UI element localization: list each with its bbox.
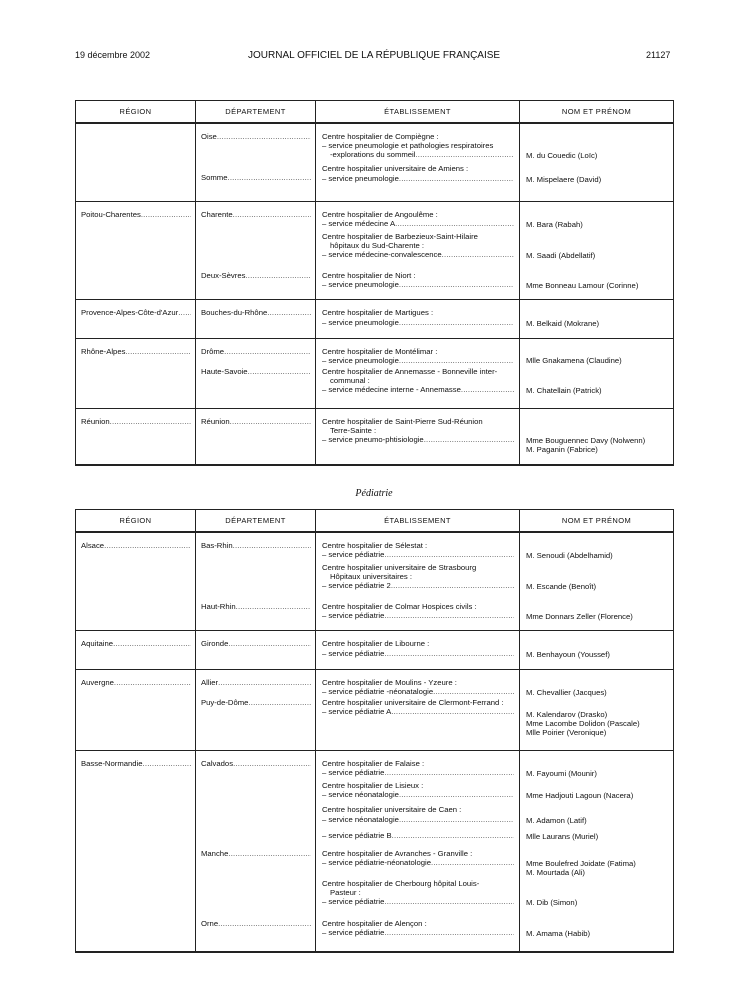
region-cell <box>76 339 196 409</box>
nom-prenom: Mme Bouguennec Davy (Nolwenn) <box>526 436 646 445</box>
etablissement-line: – service pédiatrie A ..... <box>322 707 514 716</box>
nom-prenom: M. Fayoumi (Mounir) <box>526 769 597 778</box>
region-name: Réunion ..... <box>81 417 191 426</box>
region-name: Auvergne ..... <box>81 678 191 687</box>
etablissement-cell <box>316 751 520 953</box>
nom-prenom: M. Escande (Benoît) <box>526 582 597 591</box>
nom-prenom: M. Paganin (Fabrice) <box>526 445 598 454</box>
nom-prenom: Mme Boulefred Joidate (Fatima) <box>526 859 636 868</box>
header-page-number: 21127 <box>646 50 671 60</box>
nom-prenom: Mme Lacombe Dolidon (Pascale) <box>526 719 640 728</box>
table-row <box>76 202 674 300</box>
etablissement-line: Centre hospitalier de Saint-Pierre Sud-Réunion <box>322 417 483 426</box>
nom-cell <box>520 751 674 953</box>
etablissement-cell <box>316 202 520 300</box>
etablissement-line: – service pneumologie ..... <box>322 318 514 327</box>
nom-prenom: Mlle Gnakamena (Claudine) <box>526 356 622 365</box>
header-title: JOURNAL OFFICIEL DE LA RÉPUBLIQUE FRANÇAISE <box>248 50 501 61</box>
etablissement-line: Centre hospitalier de Libourne : <box>322 639 430 648</box>
nom-prenom: M. Mispelaere (David) <box>526 175 602 184</box>
nom-cell <box>520 631 674 670</box>
etablissement-cell <box>316 532 520 631</box>
etablissement-line: – service pneumologie ..... <box>322 356 514 365</box>
nom-prenom: M. Senoudi (Abdelhamid) <box>526 551 613 560</box>
nom-cell <box>520 532 674 631</box>
departement-cell <box>196 202 316 300</box>
etablissement-line: Centre hospitalier de Martigues : <box>322 308 434 317</box>
nom-cell <box>520 339 674 409</box>
etablissement-line: Hôpitaux universitaires : <box>330 572 413 581</box>
header-date: 19 décembre 2002 <box>75 50 151 60</box>
etablissement-line: Centre hospitalier de Alençon : <box>322 919 427 928</box>
pneumologie-table <box>75 100 674 466</box>
nom-prenom: M. Amama (Habib) <box>526 929 591 938</box>
table-row <box>76 339 674 409</box>
region-name: Alsace ..... <box>81 541 191 550</box>
etablissement-cell <box>316 339 520 409</box>
etablissement-line: Centre hospitalier de Barbezieux-Saint-Hilaire <box>322 232 478 241</box>
etablissement-line: – service médecine A ..... <box>322 219 514 228</box>
departement-name: Orne ..... <box>201 919 311 928</box>
etablissement-line: – service pédiatrie ..... <box>322 611 514 620</box>
nom-cell <box>520 409 674 466</box>
etablissement-line: Centre hospitalier de Annemasse - Bonneville inter- <box>322 367 498 376</box>
departement-cell <box>196 751 316 953</box>
table-row <box>76 631 674 670</box>
departement-cell <box>196 339 316 409</box>
etablissement-line: -explorations du sommeil ..... <box>330 150 514 159</box>
etablissement-line: – service pneumologie et pathologies respiratoires <box>322 141 494 150</box>
etablissement-line: – service pédiatrie ..... <box>322 550 514 559</box>
region-cell <box>76 202 196 300</box>
region-cell <box>76 670 196 751</box>
col-header-etablissement: ÉTABLISSEMENT <box>316 101 520 124</box>
departement-cell <box>196 300 316 339</box>
etablissement-line: Centre hospitalier de Lisieux : <box>322 781 424 790</box>
table-row <box>76 532 674 631</box>
col-header-nom: NOM ET PRÉNOM <box>520 101 674 124</box>
etablissement-line: Centre hospitalier universitaire de Clermont-Ferrand : <box>322 698 504 707</box>
section-title-pediatrie: Pédiatrie <box>355 488 393 499</box>
etablissement-line: Centre hospitalier de Avranches - Granville : <box>322 849 473 858</box>
region-name: Provence-Alpes-Côte-d'Azur ..... <box>81 308 191 317</box>
departement-name: Allier ..... <box>201 678 311 687</box>
region-name: Aquitaine ..... <box>81 639 191 648</box>
nom-prenom: M. Dib (Simon) <box>526 898 578 907</box>
nom-prenom: M. Adamon (Latif) <box>526 816 587 825</box>
etablissement-line: – service pneumo-phtisiologie ..... <box>322 435 514 444</box>
nom-prenom: Mlle Laurans (Muriel) <box>526 832 599 841</box>
etablissement-line: Centre hospitalier universitaire de Strasbourg <box>322 563 477 572</box>
nom-prenom: M. Belkaid (Mokrane) <box>526 319 600 328</box>
nom-prenom: Mme Donnars Zeller (Florence) <box>526 612 633 621</box>
etablissement-cell <box>316 631 520 670</box>
departement-cell <box>196 631 316 670</box>
region-cell <box>76 123 196 202</box>
departement-name: Bas-Rhin ..... <box>201 541 311 550</box>
etablissement-line: Centre hospitalier de Colmar Hospices civils : <box>322 602 477 611</box>
nom-cell <box>520 123 674 202</box>
region-cell <box>76 631 196 670</box>
nom-prenom: M. Bara (Rabah) <box>526 220 583 229</box>
departement-name: Drôme ..... <box>201 347 311 356</box>
departement-cell <box>196 123 316 202</box>
etablissement-line: – service pédiatrie-néonatologie ..... <box>322 858 514 867</box>
departement-cell <box>196 409 316 466</box>
etablissement-line: Centre hospitalier de Cherbourg hôpital Louis- <box>322 879 480 888</box>
table-row <box>76 751 674 953</box>
etablissement-line: Terre-Sainte : <box>330 426 377 435</box>
departement-name: Deux-Sèvres ..... <box>201 271 311 280</box>
etablissement-line: Centre hospitalier de Compiègne : <box>322 132 439 141</box>
etablissement-line: Pasteur : <box>330 888 361 897</box>
region-name: Poitou-Charentes ..... <box>81 210 191 219</box>
etablissement-line: Centre hospitalier de Sélestat : <box>322 541 428 550</box>
etablissement-line: communal : <box>330 376 370 385</box>
nom-prenom: M. du Couedic (Loïc) <box>526 151 598 160</box>
etablissement-line: – service pneumologie ..... <box>322 280 514 289</box>
etablissement-line: Centre hospitalier de Moulins - Yzeure : <box>322 678 457 687</box>
nom-cell <box>520 670 674 751</box>
pediatrie-table <box>75 509 674 953</box>
departement-name: Charente ..... <box>201 210 311 219</box>
col-header-region: RÉGION <box>76 101 196 124</box>
nom-prenom: M. Saadi (Abdellatif) <box>526 251 596 260</box>
nom-prenom: M. Benhayoun (Youssef) <box>526 650 610 659</box>
nom-prenom: Mme Bonneau Lamour (Corinne) <box>526 281 639 290</box>
region-cell <box>76 751 196 953</box>
etablissement-line: – service pédiatrie ..... <box>322 649 514 658</box>
departement-name: Haut-Rhin ..... <box>201 602 311 611</box>
etablissement-line: – service pédiatrie ..... <box>322 897 514 906</box>
etablissement-line: Centre hospitalier de Niort : <box>322 271 416 280</box>
departement-name: Haute-Savoie ..... <box>201 367 311 376</box>
etablissement-line: – service médecine-convalescence ..... <box>322 250 514 259</box>
etablissement-line: Centre hospitalier universitaire de Caen : <box>322 805 462 814</box>
region-cell <box>76 409 196 466</box>
etablissement-line: Centre hospitalier universitaire de Amiens : <box>322 164 469 173</box>
nom-prenom: M. Mourtada (Ali) <box>526 868 585 877</box>
etablissement-line: – service néonatalogie ..... <box>322 815 514 824</box>
etablissement-cell <box>316 300 520 339</box>
departement-name: Somme ..... <box>201 173 311 182</box>
etablissement-line: – service pédiatrie 2 ..... <box>322 581 514 590</box>
nom-prenom: M. Chatellain (Patrick) <box>526 386 602 395</box>
departement-name: Puy-de-Dôme ..... <box>201 698 311 707</box>
etablissement-cell <box>316 123 520 202</box>
etablissement-line: – service pédiatrie -néonatalogie ..... <box>322 687 514 696</box>
region-name: Rhône-Alpes ..... <box>81 347 191 356</box>
table-row <box>76 123 674 202</box>
departement-name: Bouches-du-Rhône ..... <box>201 308 311 317</box>
col-header-etablissement: ÉTABLISSEMENT <box>316 510 520 533</box>
etablissement-line: Centre hospitalier de Falaise : <box>322 759 425 768</box>
nom-cell <box>520 300 674 339</box>
nom-cell <box>520 202 674 300</box>
nom-prenom: Mlle Poirier (Veronique) <box>526 728 607 737</box>
etablissement-line: – service pneumologie ..... <box>322 174 514 183</box>
region-name: Basse-Normandie ..... <box>81 759 191 768</box>
col-header-departement: DÉPARTEMENT <box>196 101 316 124</box>
region-cell <box>76 300 196 339</box>
etablissement-line: hôpitaux du Sud-Charente : <box>330 241 425 250</box>
departement-cell <box>196 532 316 631</box>
etablissement-line: – service néonatalogie ..... <box>322 790 514 799</box>
col-header-departement: DÉPARTEMENT <box>196 510 316 533</box>
etablissement-line: – service pédiatrie B ..... <box>322 831 514 840</box>
nom-prenom: Mme Hadjouti Lagoun (Nacera) <box>526 791 634 800</box>
departement-name: Oise ..... <box>201 132 311 141</box>
table-row <box>76 409 674 466</box>
etablissement-line: – service pédiatrie ..... <box>322 928 514 937</box>
departement-name: Manche ..... <box>201 849 311 858</box>
col-header-nom: NOM ET PRÉNOM <box>520 510 674 533</box>
region-cell <box>76 532 196 631</box>
departement-name: Gironde ..... <box>201 639 311 648</box>
etablissement-cell <box>316 670 520 751</box>
etablissement-line: – service médecine interne - Annemasse ..... <box>322 385 514 394</box>
departement-name: Calvados ..... <box>201 759 311 768</box>
table-row <box>76 670 674 751</box>
etablissement-cell <box>316 409 520 466</box>
nom-prenom: M. Kalendarov (Drasko) <box>526 710 608 719</box>
etablissement-line: – service pédiatrie ..... <box>322 768 514 777</box>
etablissement-line: Centre hospitalier de Angoulême : <box>322 210 438 219</box>
departement-cell <box>196 670 316 751</box>
departement-name: Réunion ..... <box>201 417 311 426</box>
nom-prenom: M. Chevallier (Jacques) <box>526 688 607 697</box>
table-row <box>76 300 674 339</box>
col-header-region: RÉGION <box>76 510 196 533</box>
etablissement-line: Centre hospitalier de Montélimar : <box>322 347 438 356</box>
